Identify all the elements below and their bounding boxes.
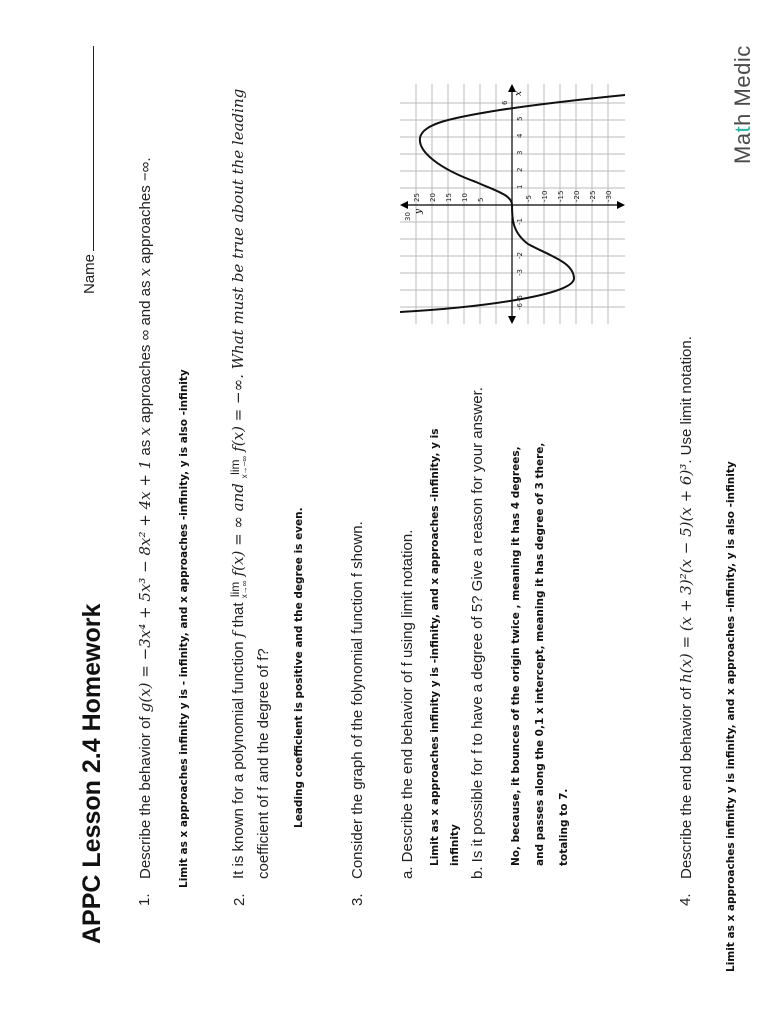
y-tick-label: -30 xyxy=(605,190,613,202)
answer-3a-line2: infinity xyxy=(449,824,461,866)
math-medic-logo xyxy=(730,45,756,164)
answer-3b-line3: totaling to 7. xyxy=(558,788,570,866)
name-line[interactable] xyxy=(79,46,94,251)
x-tick-label: -5 xyxy=(516,295,524,302)
y-axis-label: y xyxy=(414,208,424,214)
y-axis-arrow-down xyxy=(617,201,625,209)
question-1-number: 1. xyxy=(136,893,153,906)
x-tick-label: -1 xyxy=(516,218,524,225)
q1-text-a: Describe the behavior of xyxy=(137,712,154,879)
y-tick-label: -25 xyxy=(589,190,597,202)
x-axis-arrow-left xyxy=(508,316,516,324)
q2-lim-word: lim xyxy=(228,581,242,598)
question-2-text-line2: coefficient of f and the degree of f? xyxy=(255,648,272,879)
page-title: APPC Lesson 2.4 Homework xyxy=(78,603,106,944)
q4-formula: h(x) = (x + 3)²(x − 5)(x + 6)³ xyxy=(677,463,695,684)
q2-var-f: f xyxy=(229,631,247,638)
y-tick-label: -10 xyxy=(541,190,549,202)
question-4-number: 4. xyxy=(677,893,694,906)
y-tick-label: 30 xyxy=(404,212,412,221)
q1-text-b: as xyxy=(137,435,154,460)
question-3-number: 3. xyxy=(349,893,366,906)
x-tick-label: 4 xyxy=(516,133,524,138)
answer-3b-line1: No, because, it bounces of the origin twice , meaning it has 4 degrees, xyxy=(510,446,522,866)
x-tick-label: -2 xyxy=(516,252,524,259)
q2-text-c: f(x) = ∞ and xyxy=(229,478,247,577)
q2-lim-word-2: lim xyxy=(228,459,242,475)
answer-4: Limit as x approaches infinity y is infinity, and x approaches -infinity, y is also -infinity xyxy=(725,461,737,972)
q2-text-d: f(x) = −∞. What must be true about the leading xyxy=(229,88,247,452)
x-tick-label: 3 xyxy=(516,150,524,155)
question-2-number: 2. xyxy=(231,893,248,906)
question-4-text xyxy=(677,336,695,879)
y-tick-label: -5 xyxy=(525,195,533,202)
y-tick-label: 10 xyxy=(461,193,469,202)
x-tick-label: 1 xyxy=(516,184,524,189)
q2-lim-sub-2: x→−∞ xyxy=(240,455,249,479)
polynomial-graph xyxy=(400,84,625,324)
name-label: Name xyxy=(81,253,98,294)
question-2-text xyxy=(229,89,249,879)
q4-text-b: . Use limit notation. xyxy=(678,336,695,464)
question-3-text: Consider the graph of the folynomial function f shown. xyxy=(349,521,366,879)
q4-text-a: Describe the end behavior of xyxy=(678,683,695,879)
question-1-text xyxy=(136,158,154,880)
q2-text-b: that xyxy=(230,598,247,632)
answer-3b-line2: and passes along the 0,1 x intercept, meaning it has degree of 3 there, xyxy=(534,442,546,866)
y-tick-label: -20 xyxy=(573,190,581,202)
y-axis-arrow-up xyxy=(400,201,408,209)
y-tick-label: 25 xyxy=(413,193,421,202)
y-tick-label: 20 xyxy=(429,193,437,202)
q2-lim-sub: x→∞ xyxy=(240,580,249,599)
y-tick-label: 5 xyxy=(477,197,485,202)
q2-limit-2 xyxy=(228,455,249,479)
q2-limit-1 xyxy=(228,580,249,599)
answer-1: Limit as x approaches infinity y is - infinity, and x approaches -infinity, y is also -infinity xyxy=(178,369,190,888)
logo-text-suffix: h Medic xyxy=(730,45,755,126)
q1-var-x: x xyxy=(136,427,154,436)
x-axis-label: x xyxy=(514,90,524,96)
q1-text-d: approaches −∞. xyxy=(137,157,154,268)
q1-var-x-2: x xyxy=(136,267,154,277)
answer-2: Leading coefficient is positive and the degree is even. xyxy=(293,507,305,828)
y-tick-labels xyxy=(404,191,613,221)
name-field xyxy=(79,46,98,294)
x-tick-label: 6 xyxy=(501,100,509,105)
x-tick-label: 5 xyxy=(516,116,524,121)
question-3-part-a: a. Describe the end behavior of f using limit notation. xyxy=(399,529,416,879)
x-tick-label: -6 xyxy=(516,303,524,310)
question-3-part-b: b. Is it possible for f to have a degree of 5? Give a reason for your answer. xyxy=(469,387,486,879)
answer-3a-line1: Limit as x approaches infinity y is -infinity, and x approaches -infinity, y is xyxy=(429,428,441,866)
x-tick-label: -3 xyxy=(516,269,524,276)
logo-accent-letter: t xyxy=(730,125,755,133)
x-tick-label: 2 xyxy=(516,167,524,172)
y-tick-label: -15 xyxy=(557,190,565,202)
y-tick-label: 15 xyxy=(445,193,453,202)
logo-text-prefix: Ma xyxy=(730,132,755,164)
q1-formula: g(x) = −3x⁴ + 5x³ − 8x² + 4x + 1 xyxy=(136,459,154,713)
q2-text-a: It is known for a polynomial function xyxy=(230,637,247,879)
q1-text-c: approaches ∞ and as xyxy=(137,276,154,428)
